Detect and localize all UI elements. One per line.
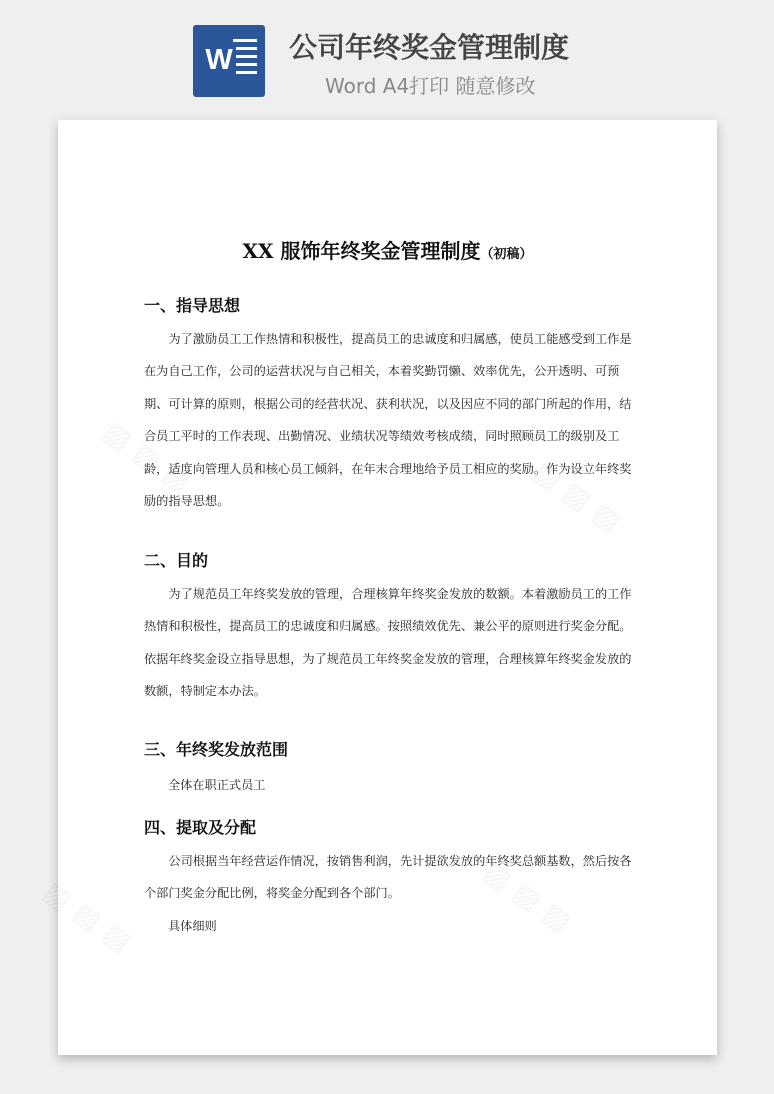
- section-paragraph: 为了规范员工年终奖发放的管理，合理核算年终奖金发放的数额。本着激励员工的工作热情和积极性，提高员工的忠诚度和归属感。按照绩效优先、兼公平的原则进行奖金分配。依据年终奖金设立指导思想，为了规范员工年终奖金发放的管理，合理核算年终奖金发放的数额，特制定本办法。: [144, 587, 632, 699]
- section-heading: 四、提取及分配: [144, 818, 257, 837]
- header: [0, 0, 774, 110]
- app-title: 公司年终奖金管理制度: [289, 31, 570, 64]
- document-page: [58, 120, 717, 1055]
- app-subtitle: Word A4打印 随意修改: [325, 74, 536, 98]
- word-icon-letter: W: [202, 42, 236, 78]
- watermark: [37, 875, 137, 959]
- section-paragraph: 为了激励员工工作热情和积极性，提高员工的忠诚度和归属感，使员工能感受到工作是在为自己工作，公司的运营状况与自己相关，本着奖勤罚懒、效率优先，公开透明、可预期、可计算的原则，根据公司的经营状况、获利状况，以及因应不同的部门所起的作用，结合员工平时的工作表现、出勤情况、业绩状况等绩效考核成绩，同时照顾员工的级别及工龄，适度向管理人员和核心员工倾斜，在年末合理地给予员工相应的奖励。作为设立年终奖励的指导思想。: [144, 332, 632, 509]
- section-heading: 三、年终奖发放范围: [144, 740, 289, 759]
- section-line: 具体细则: [168, 919, 217, 933]
- document-title: [58, 235, 717, 264]
- section-line: 全体在职正式员工: [168, 778, 266, 792]
- section-paragraph: 公司根据当年经营运作情况，按销售利润，先计提欲发放的年终奖总额基数，然后按各个部门奖金分配比例，将奖金分配到各个部门。: [144, 854, 632, 901]
- document-title-main: XX 服饰年终奖金管理制度: [242, 239, 481, 263]
- word-icon: [193, 25, 265, 97]
- document-title-note: （初稿）: [480, 247, 533, 262]
- section-heading: 一、指导思想: [144, 296, 241, 315]
- section-heading: 二、目的: [144, 551, 209, 570]
